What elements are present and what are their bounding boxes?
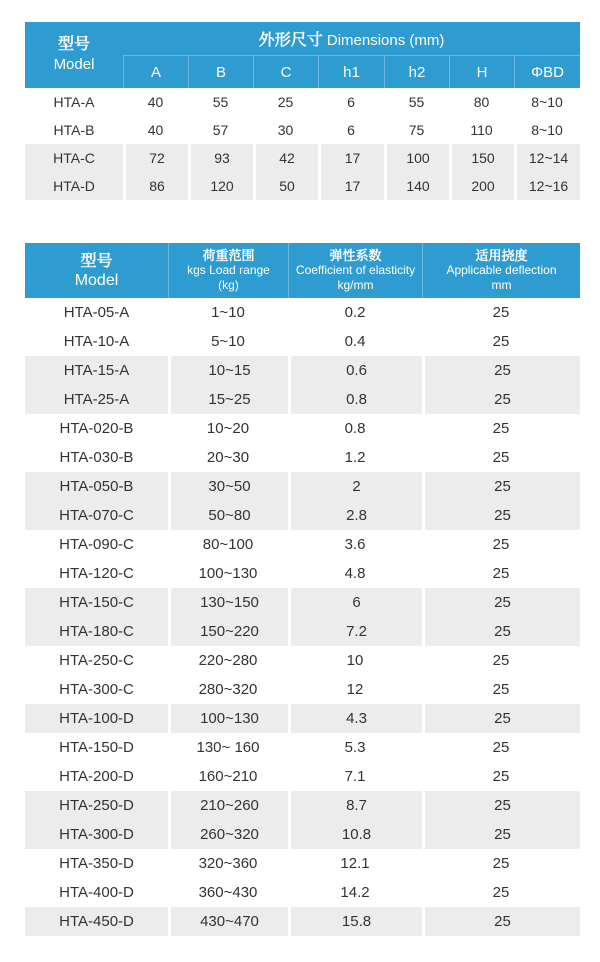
dimensions-table — [25, 22, 580, 200]
column-header-H: H — [449, 55, 514, 88]
coef-cell: 10 — [346, 652, 364, 669]
value-cell: 8~10 — [531, 94, 563, 110]
column-header-BD: ΦBD — [514, 55, 580, 88]
load-cell: 130~150 — [168, 588, 288, 617]
table-row — [25, 849, 580, 878]
coef-cell: 0.8 — [288, 385, 422, 414]
value-cell: 80 — [473, 94, 490, 110]
value-cell: 110 — [470, 122, 493, 138]
value-cell: 140 — [384, 172, 449, 200]
model-cell: HTA-350-D — [59, 855, 134, 872]
load-cell: 430~470 — [168, 907, 288, 936]
table-row — [25, 762, 580, 791]
load-cell: 150~220 — [168, 617, 288, 646]
load-cell: 30~50 — [168, 472, 288, 501]
defl-cell: 25 — [492, 884, 510, 901]
table-row — [25, 501, 580, 530]
coef-cell: 7.1 — [344, 768, 366, 785]
header-row-top — [25, 22, 580, 55]
coef-cell: 6 — [288, 588, 422, 617]
load-cell: 80~100 — [202, 536, 254, 553]
load-cell: 280~320 — [198, 681, 258, 698]
defl-cell: 25 — [492, 536, 510, 553]
coef-cell: 1.2 — [344, 449, 366, 466]
column-header-h2: h2 — [384, 55, 449, 88]
header-unit: mm — [491, 278, 512, 292]
coef-cell: 10.8 — [288, 820, 422, 849]
value-cell: 25 — [277, 94, 294, 110]
coef-cell: 14.2 — [340, 884, 370, 901]
table-row — [25, 907, 580, 936]
value-cell: 30 — [277, 122, 294, 138]
model-cell: HTA-15-A — [25, 356, 168, 385]
model-cell: HTA-030-B — [59, 449, 134, 466]
defl-cell: 25 — [492, 739, 510, 756]
column-header-load-range — [168, 243, 288, 298]
header-zh: 型号 — [80, 252, 113, 270]
header-en: kgs Load range — [187, 263, 270, 277]
value-cell: 40 — [147, 94, 164, 110]
model-cell: HTA-250-C — [59, 652, 134, 669]
load-cell: 100~130 — [198, 565, 258, 582]
column-header-B: B — [188, 55, 253, 88]
column-header-h1: h1 — [318, 55, 384, 88]
defl-cell: 25 — [422, 704, 580, 733]
load-cell: 20~30 — [206, 449, 250, 466]
table-row — [25, 559, 580, 588]
value-cell: 40 — [147, 122, 164, 138]
value-cell: 8~10 — [531, 122, 563, 138]
value-cell: 42 — [253, 144, 318, 172]
table-row — [25, 472, 580, 501]
model-cell: HTA-B — [53, 122, 95, 138]
coef-cell: 0.8 — [344, 420, 366, 437]
model-cell: HTA-300-C — [59, 681, 134, 698]
table-row — [25, 356, 580, 385]
load-cell: 10~15 — [168, 356, 288, 385]
value-cell: 120 — [188, 172, 253, 200]
defl-cell: 25 — [492, 681, 510, 698]
table-row — [25, 704, 580, 733]
coef-cell: 2.8 — [288, 501, 422, 530]
dimensions-header-en: Dimensions (mm) — [326, 32, 445, 49]
header-en: Coefficient of elasticity — [295, 263, 416, 277]
model-cell: HTA-150-C — [25, 588, 168, 617]
column-header-coefficient — [288, 243, 422, 298]
model-cell: HTA-A — [53, 94, 95, 110]
table-row — [25, 588, 580, 617]
load-cell: 220~280 — [198, 652, 258, 669]
load-cell: 10~20 — [206, 420, 250, 437]
load-cell: 360~430 — [198, 884, 258, 901]
defl-cell: 25 — [492, 768, 510, 785]
column-header-model — [25, 243, 168, 298]
header-en: Model — [74, 271, 119, 289]
model-cell: HTA-450-D — [25, 907, 168, 936]
table-row — [25, 144, 580, 172]
table-row — [25, 327, 580, 356]
coef-cell: 12.1 — [340, 855, 370, 872]
model-cell: HTA-250-D — [25, 791, 168, 820]
model-header-zh: 型号 — [57, 36, 90, 53]
model-cell: HTA-D — [25, 172, 123, 200]
defl-cell: 25 — [492, 652, 510, 669]
header-unit: (kg) — [218, 278, 239, 292]
value-cell: 55 — [212, 94, 229, 110]
value-cell: 55 — [408, 94, 425, 110]
value-cell: 12~14 — [514, 144, 580, 172]
table-row — [25, 617, 580, 646]
table-row — [25, 530, 580, 559]
defl-cell: 25 — [492, 565, 510, 582]
header-row — [25, 243, 580, 298]
dimensions-header — [123, 22, 580, 55]
model-cell: HTA-200-D — [59, 768, 134, 785]
value-cell: 86 — [123, 172, 188, 200]
defl-cell: 25 — [422, 791, 580, 820]
dimensions-header-zh: 外形尺寸 — [258, 32, 323, 49]
value-cell: 72 — [123, 144, 188, 172]
model-cell: HTA-150-D — [59, 739, 134, 756]
model-header — [25, 22, 123, 88]
column-header-A: A — [123, 55, 188, 88]
value-cell: 50 — [253, 172, 318, 200]
value-cell: 17 — [318, 144, 384, 172]
coef-cell: 3.6 — [344, 536, 366, 553]
coef-cell: 8.7 — [288, 791, 422, 820]
value-cell: 6 — [347, 94, 355, 110]
coef-cell: 0.4 — [344, 333, 366, 350]
coef-cell: 5.3 — [344, 739, 366, 756]
defl-cell: 25 — [422, 820, 580, 849]
coef-cell: 4.3 — [288, 704, 422, 733]
header-zh: 弹性系数 — [329, 248, 382, 263]
value-cell: 93 — [188, 144, 253, 172]
table-row — [25, 878, 580, 907]
model-cell: HTA-070-C — [25, 501, 168, 530]
table-row — [25, 646, 580, 675]
value-cell: 17 — [318, 172, 384, 200]
defl-cell: 25 — [492, 449, 510, 466]
value-cell: 57 — [212, 122, 229, 138]
defl-cell: 25 — [422, 907, 580, 936]
defl-cell: 25 — [492, 855, 510, 872]
value-cell: 75 — [408, 122, 425, 138]
coef-cell: 0.2 — [344, 304, 366, 321]
model-header-en: Model — [53, 56, 95, 73]
table-row — [25, 414, 580, 443]
load-cell: 160~210 — [198, 768, 258, 785]
load-cell: 260~320 — [168, 820, 288, 849]
coef-cell: 2 — [288, 472, 422, 501]
load-cell: 15~25 — [168, 385, 288, 414]
coef-cell: 12 — [346, 681, 364, 698]
header-zh: 适用挠度 — [475, 248, 528, 263]
coef-cell: 15.8 — [288, 907, 422, 936]
load-cell: 1~10 — [211, 304, 245, 321]
table-row — [25, 820, 580, 849]
column-header-deflection — [422, 243, 580, 298]
table-row — [25, 298, 580, 327]
model-cell: HTA-100-D — [25, 704, 168, 733]
table-row — [25, 88, 580, 116]
model-cell: HTA-25-A — [25, 385, 168, 414]
specifications-table — [25, 243, 580, 936]
model-cell: HTA-300-D — [25, 820, 168, 849]
value-cell: 12~16 — [514, 172, 580, 200]
model-cell: HTA-120-C — [59, 565, 134, 582]
model-cell: HTA-10-A — [63, 333, 130, 350]
header-en: Applicable deflection — [446, 263, 557, 277]
defl-cell: 25 — [492, 420, 510, 437]
table-row — [25, 791, 580, 820]
coef-cell: 0.6 — [288, 356, 422, 385]
load-cell: 5~10 — [211, 333, 245, 350]
column-header-C: C — [253, 55, 318, 88]
coef-cell: 7.2 — [288, 617, 422, 646]
defl-cell: 25 — [492, 304, 510, 321]
value-cell: 200 — [449, 172, 514, 200]
table-row — [25, 675, 580, 704]
defl-cell: 25 — [422, 588, 580, 617]
value-cell: 150 — [449, 144, 514, 172]
load-cell: 210~260 — [168, 791, 288, 820]
defl-cell: 25 — [422, 356, 580, 385]
defl-cell: 25 — [422, 501, 580, 530]
defl-cell: 25 — [422, 617, 580, 646]
table-row — [25, 172, 580, 200]
table-row — [25, 733, 580, 762]
table-row — [25, 116, 580, 144]
model-cell: HTA-020-B — [59, 420, 134, 437]
header-unit: kg/mm — [337, 278, 374, 292]
defl-cell: 25 — [422, 385, 580, 414]
header-zh: 荷重范围 — [202, 248, 255, 263]
load-cell: 100~130 — [168, 704, 288, 733]
load-cell: 320~360 — [198, 855, 258, 872]
model-cell: HTA-090-C — [59, 536, 134, 553]
model-cell: HTA-C — [25, 144, 123, 172]
table-row — [25, 443, 580, 472]
model-cell: HTA-050-B — [25, 472, 168, 501]
coef-cell: 4.8 — [344, 565, 366, 582]
value-cell: 100 — [384, 144, 449, 172]
defl-cell: 25 — [492, 333, 510, 350]
defl-cell: 25 — [422, 472, 580, 501]
value-cell: 6 — [347, 122, 355, 138]
model-cell: HTA-400-D — [59, 884, 134, 901]
load-cell: 50~80 — [168, 501, 288, 530]
model-cell: HTA-05-A — [63, 304, 130, 321]
model-cell: HTA-180-C — [25, 617, 168, 646]
load-cell: 130~ 160 — [196, 739, 260, 756]
table-row — [25, 385, 580, 414]
